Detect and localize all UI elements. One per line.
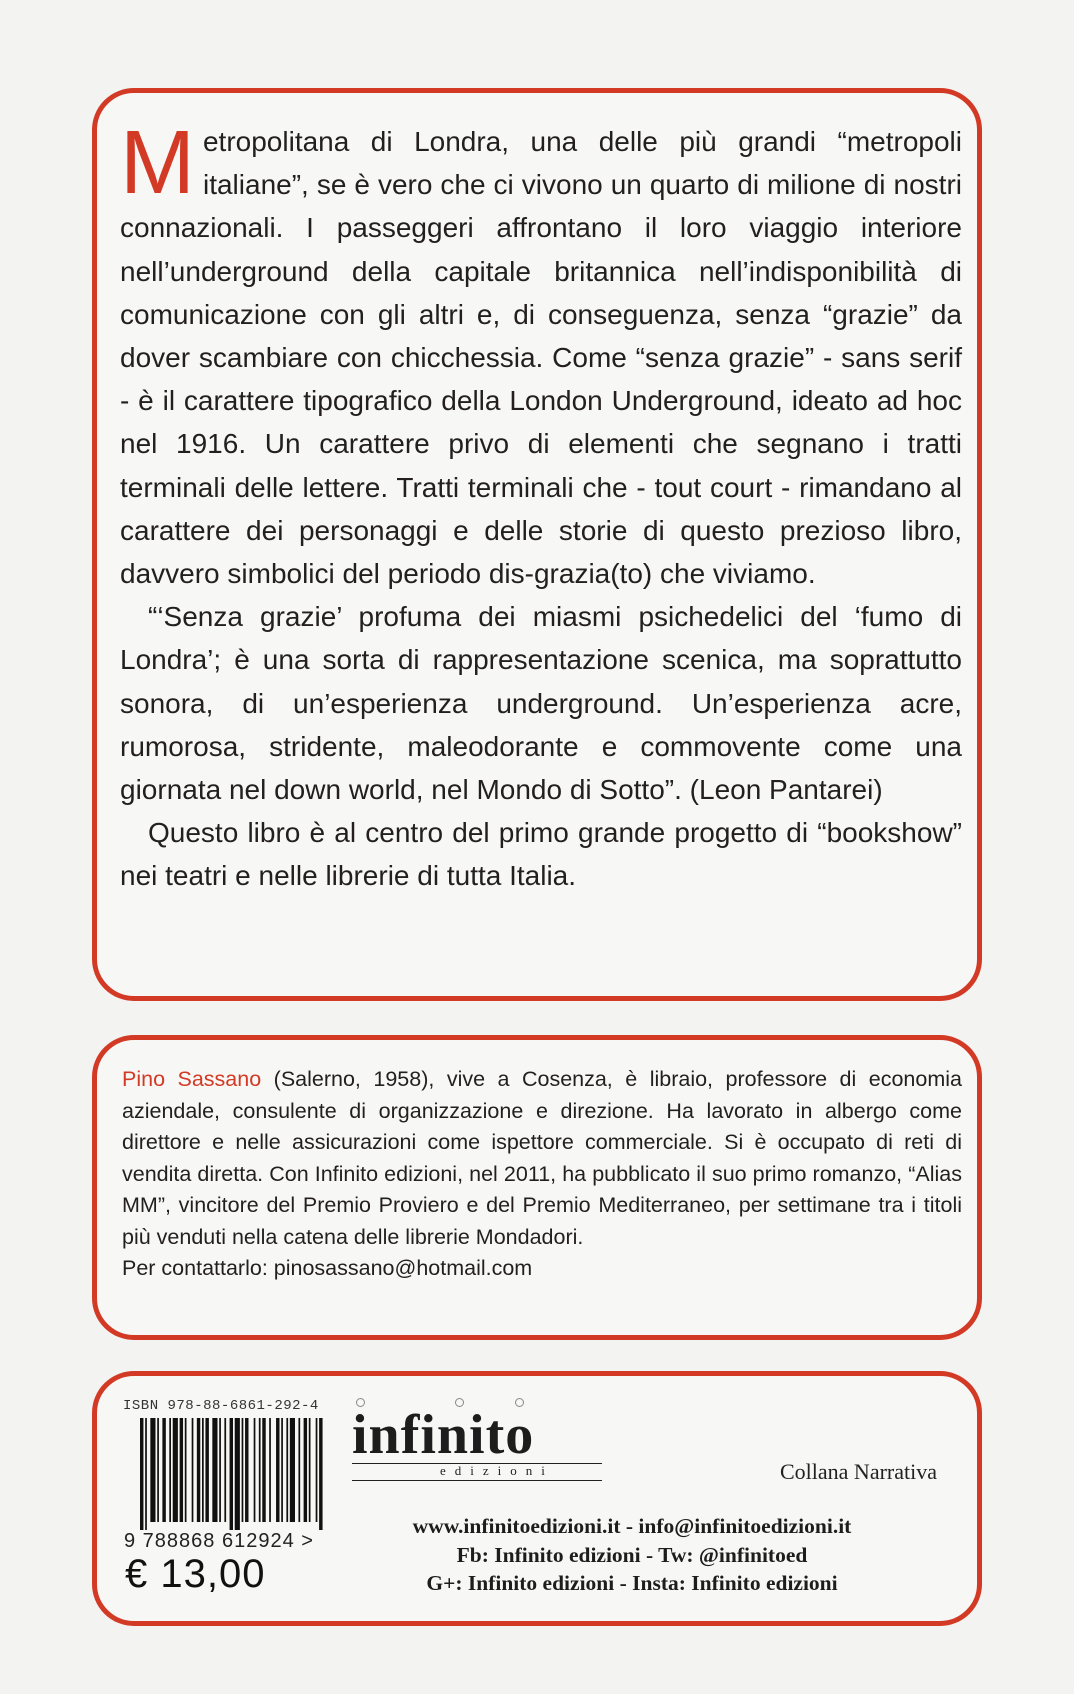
logo-wordmark: infinito	[352, 1404, 535, 1466]
publisher-contact-line: Fb: Infinito edizioni - Tw: @infinitoed	[456, 1542, 808, 1567]
author-bio-body: (Salerno, 1958), vive a Cosenza, è libraio, professore di economia aziendale, consulente di organizzazione e direzione. Ha lavorato in albergo come direttore e nelle assicurazioni come ispettore commerciale. Si è occupato di reti di vendita diretta. Con Infinito edizioni, nel 2011, ha pubblicato il suo primo romanzo, “Alias MM”, vincitore del Premio Proviero e del Premio Mediterraneo, per settimane tra i titoli più venduti nella catena delle librerie Mondadori.	[122, 1067, 962, 1249]
publisher-contact-line: G+: Infinito edizioni - Insta: Infinito edizioni	[426, 1571, 838, 1595]
barcode-icon	[140, 1418, 326, 1530]
synopsis-paragraph-1	[120, 113, 962, 595]
drop-cap: M	[120, 113, 195, 213]
publisher-logo	[352, 1404, 602, 1484]
author-name: Pino Sassano	[122, 1067, 262, 1091]
publisher-contacts	[347, 1512, 917, 1598]
series-label: Collana Narrativa	[780, 1459, 937, 1484]
publisher-box	[92, 1371, 982, 1626]
synopsis-paragraph-2: “‘Senza grazie’ profuma dei miasmi psichedelici del ‘fumo di Londra’; è una sorta di rappresentazione scenica, ma soprattutto sonora, di un’esperienza underground. Un’esperienza acre, rumorosa, stridente, maleodorante e commovente come una giornata nel down world, nel Mondo di Sotto”. (Leon Pantarei)	[120, 601, 962, 806]
isbn-label: ISBN 978-88-6861-292-4	[123, 1398, 319, 1414]
synopsis-paragraph-3: Questo libro è al centro del primo grande progetto di “bookshow” nei teatri e nelle librerie di tutta Italia.	[120, 817, 962, 892]
author-box	[92, 1035, 982, 1340]
logo-subtitle: edizioni	[440, 1463, 554, 1478]
barcode-digits: 9 788868 612924 >	[124, 1530, 314, 1552]
publisher-contact-line: www.infinitoedizioni.it - info@infinitoedizioni.it	[412, 1514, 852, 1538]
synopsis-box	[92, 88, 982, 1001]
synopsis-text	[120, 113, 962, 898]
synopsis-paragraph-1-text: etropolitana di Londra, una delle più grandi “metropoli italiane”, se è vero che ci vivono un quarto di milione di nostri connazionali. I passeggeri affrontano il loro viaggio interiore nell’underground della capitale britannica nell’indisponibilità di comunicazione con gli altri e, di conseguenza, senza “grazie” da dover scambiare con chicchessia. Come “senza grazie” - sans serif - è il carattere tipografico della London Underground, ideato ad hoc nel 1916. Un carattere privo di elementi che segnano i tratti terminali delle lettere. Tratti terminali che - tout court - rimandano al carattere dei personaggi e delle storie di questo prezioso libro, davvero simbolici del periodo dis-grazia(to) che viviamo.	[120, 126, 962, 590]
price: € 13,00	[125, 1552, 266, 1596]
author-contact: Per contattarlo: pinosassano@hotmail.com	[122, 1256, 533, 1280]
author-bio	[122, 1064, 962, 1253]
author-bio-text	[122, 1064, 962, 1285]
